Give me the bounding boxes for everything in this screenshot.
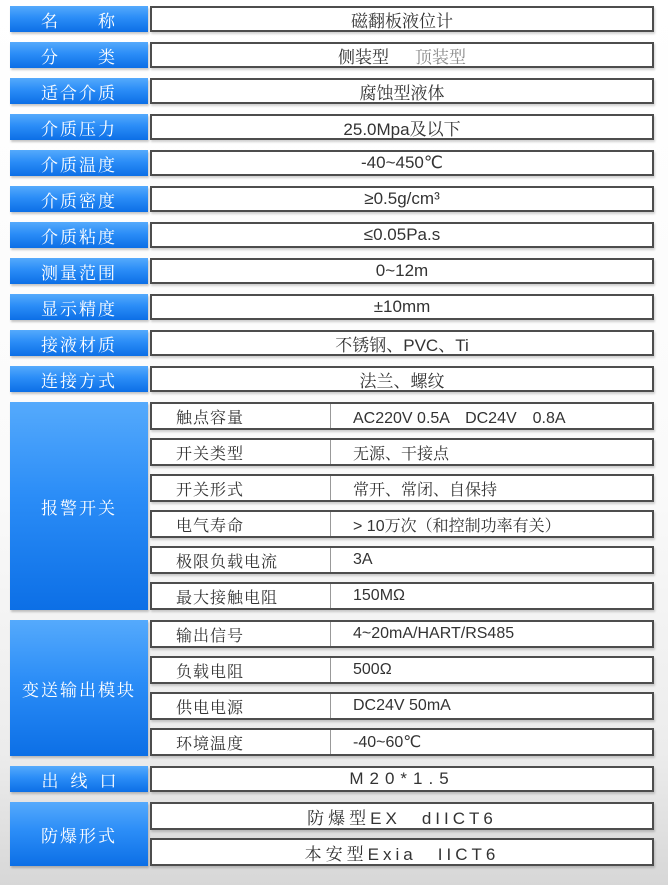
row-value — [150, 150, 654, 176]
sub-label: 最大接触电阻 — [176, 589, 279, 607]
sub-label: 输出信号 — [176, 627, 245, 645]
table-row-wetted-material — [10, 330, 654, 356]
table-row-viscosity — [10, 222, 654, 248]
table-row — [150, 546, 654, 574]
table-row — [150, 728, 654, 756]
table-row-name — [10, 6, 654, 32]
row-label: 介质压力 — [10, 114, 148, 140]
sub-value: AC220V 0.5A DC24V 0.8A — [330, 404, 652, 428]
row-label: 连接方式 — [10, 366, 148, 392]
row-value — [150, 78, 654, 104]
row-value — [150, 366, 654, 392]
row-value — [150, 294, 654, 320]
row-value — [150, 330, 654, 356]
alarm-switch-group — [10, 402, 654, 610]
sub-value: 3A — [330, 548, 652, 572]
group-label: 防爆形式 — [10, 802, 148, 866]
table-row-range — [10, 258, 654, 284]
value-text: -40~450℃ — [361, 153, 443, 172]
sub-value: DC24V 50mA — [330, 694, 652, 718]
sub-label: 供电电源 — [176, 699, 245, 717]
sub-value: 无源、干接点 — [330, 440, 652, 464]
row-value — [150, 766, 654, 792]
table-row-density — [10, 186, 654, 212]
row-label: 分 类 — [10, 42, 148, 68]
sub-value: 防爆型EX dIICT6 — [307, 808, 497, 828]
group-label: 报警开关 — [10, 402, 148, 610]
sub-value: 本安型Exia IICT6 — [304, 844, 500, 864]
table-row — [150, 438, 654, 466]
row-value — [150, 186, 654, 212]
group-label: 变送输出模块 — [10, 620, 148, 756]
row-label: 出线口 — [10, 766, 148, 792]
row-label: 介质密度 — [10, 186, 148, 212]
sub-label: 环境温度 — [176, 735, 245, 753]
category-secondary: 顶装型 — [415, 47, 466, 67]
table-row — [150, 692, 654, 720]
row-label: 介质粘度 — [10, 222, 148, 248]
value-text: 不锈钢、PVC、Ti — [335, 335, 469, 355]
row-label: 测量范围 — [10, 258, 148, 284]
value-text: ≤0.05Pa.s — [363, 225, 441, 244]
row-label: 名 称 — [10, 6, 148, 32]
category-primary: 侧装型 — [338, 47, 389, 67]
table-row-accuracy — [10, 294, 654, 320]
value-text: 腐蚀型液体 — [359, 83, 445, 103]
table-row — [150, 474, 654, 502]
row-value — [150, 6, 654, 32]
sub-value: 150MΩ — [330, 584, 652, 608]
transmitter-subrows — [150, 620, 654, 756]
value-text: M20*1.5 — [349, 769, 455, 788]
table-row-medium — [10, 78, 654, 104]
table-row-cable-outlet — [10, 766, 654, 792]
table-row — [150, 510, 654, 538]
value-text: 磁翻板液位计 — [351, 11, 453, 31]
value-text: ±10mm — [373, 297, 431, 316]
row-value — [150, 42, 654, 68]
row-label: 显示精度 — [10, 294, 148, 320]
sub-value: 4~20mA/HART/RS485 — [330, 622, 652, 646]
row-value — [150, 258, 654, 284]
row-label: 接液材质 — [10, 330, 148, 356]
alarm-subrows — [150, 402, 654, 610]
value-text: 0~12m — [375, 261, 429, 280]
table-row-temperature — [10, 150, 654, 176]
table-row-connection — [10, 366, 654, 392]
row-value — [150, 222, 654, 248]
sub-label: 负载电阻 — [176, 663, 245, 681]
table-row — [150, 656, 654, 684]
table-row — [150, 802, 654, 830]
sub-value: > 10万次（和控制功率有关） — [330, 512, 652, 536]
explosion-subrows — [150, 802, 654, 866]
table-row-category — [10, 42, 654, 68]
explosion-proof-group — [10, 802, 654, 866]
sub-label: 开关形式 — [176, 481, 245, 499]
table-row — [150, 620, 654, 648]
table-row — [150, 402, 654, 430]
table-row-pressure — [10, 114, 654, 140]
row-value — [150, 114, 654, 140]
sub-value: 常开、常闭、自保持 — [330, 476, 652, 500]
value-text: ≥0.5g/cm³ — [364, 189, 440, 208]
sub-value: -40~60℃ — [330, 730, 652, 754]
sub-label: 开关类型 — [176, 445, 245, 463]
row-label: 介质温度 — [10, 150, 148, 176]
sub-label: 触点容量 — [176, 409, 245, 427]
table-row — [150, 838, 654, 866]
sub-label: 电气寿命 — [176, 517, 245, 535]
transmitter-module-group — [10, 620, 654, 756]
row-label: 适合介质 — [10, 78, 148, 104]
value-text: 25.0Mpa及以下 — [343, 119, 461, 139]
value-text: 法兰、螺纹 — [359, 371, 445, 391]
sub-value: 500Ω — [330, 658, 652, 682]
table-row — [150, 582, 654, 610]
sub-label: 极限负载电流 — [176, 553, 279, 571]
